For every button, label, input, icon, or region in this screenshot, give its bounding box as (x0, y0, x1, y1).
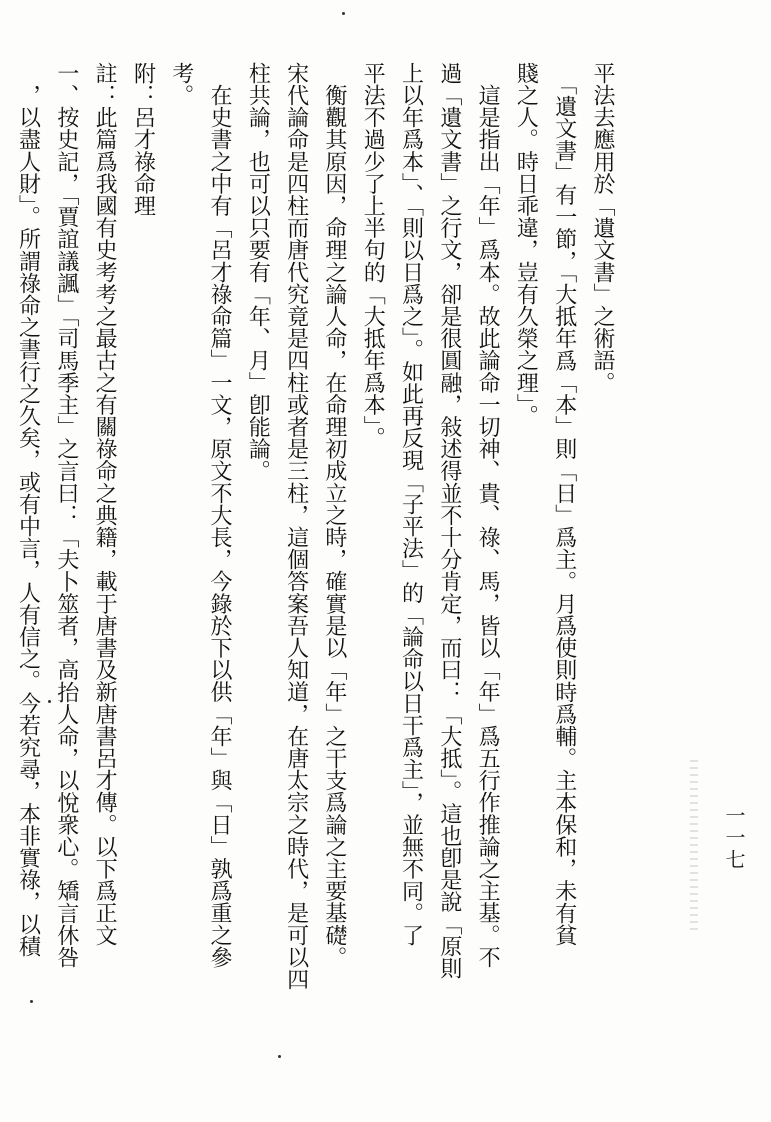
scan-dot (342, 12, 345, 15)
text-column-1: 平法去應用於「遺文書」之術語。 (590, 62, 615, 394)
text-column-7: 平法不過少了上半句的「大抵年爲本」。 (360, 62, 386, 449)
text-column-5: 過「遺文書」之行文，卻是很圓融，敍述得並不十分肯定，而曰：「大抵」。這也卽是說「原則 (436, 62, 462, 980)
appendix-heading: 附：呂才祿命理 (130, 62, 156, 217)
text-column-6: 上以年爲本」、「則以日爲之」。如此再反現「子平法」的「論命以日干爲主」，並無不同。了 (398, 62, 424, 947)
note-column: 註：此篇爲我國有史考考之最古之有關祿命之典籍，載于唐書及新唐書呂才傳。以下爲正文 (92, 62, 118, 946)
text-column-12: 考。 (168, 62, 194, 107)
text-column-10: 柱共論，也可以只要有「年、月」卽能論。 (245, 62, 271, 482)
vertical-text-block (8, 62, 621, 1062)
text-column-8: 衡觀其原因，命理之論人命，在命理初成立之時，確實是以「年」之干支爲論之主要基礎。 (321, 62, 347, 969)
text-column-15: 一、按史記，「賈誼議諷」「司馬季主」之言曰：「夫卜筮者，高抬人命，以悅衆心。矯言休咎 (53, 62, 79, 969)
scan-dot (30, 1000, 33, 1003)
text-column-11: 在史書之中有「呂才祿命篇」一文，原文不大長，今錄於下以供「年」與「日」孰爲重之參 (207, 62, 233, 969)
text-column-3: 賤之人。時日乖違，豈有久榮之理」。 (513, 62, 539, 427)
text-column-9: 宋代論命是四柱而唐代究竟是四柱或者是三柱，這個答案吾人知道，在唐太宗之時代，是可以四 (283, 62, 309, 991)
scan-dot (278, 1055, 281, 1058)
scan-noise (690, 760, 698, 930)
text-column-2: 「遺文書」有一節，「大抵年爲「本」則「日」爲主。月爲使則時爲輔。主本保和，未有貧 (551, 62, 577, 947)
text-column-4: 這是指出「年」爲本。故此論命一切神、貴、祿、馬，皆以「年」爲五行作推論之主基。不 (475, 62, 501, 969)
scan-dot (48, 700, 51, 703)
page-number: 一一七 (722, 805, 746, 871)
text-column-16: ，以盡人財」。所謂祿命之書行之久矣，或有中言，人有信之。今若究尋，本非實祿，以積 (15, 62, 41, 958)
